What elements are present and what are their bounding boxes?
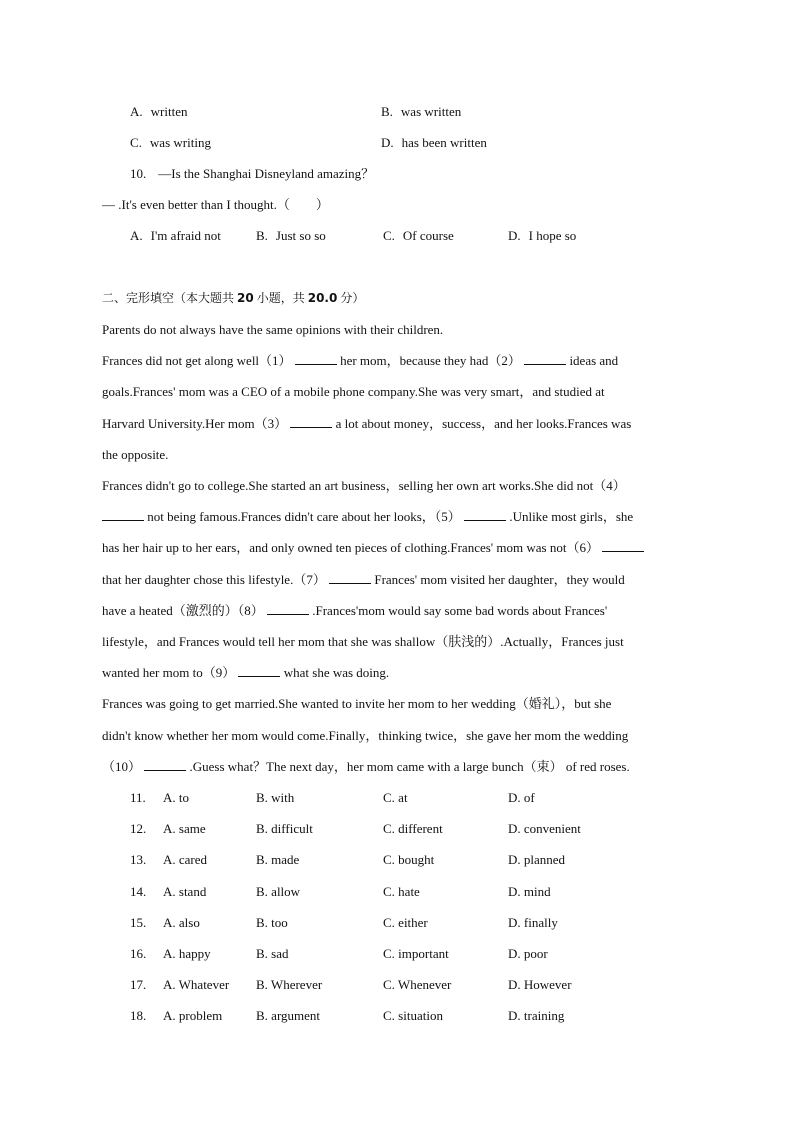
- passage-text: Harvard University.Her mom（3）: [102, 416, 288, 431]
- question-number: 15.: [130, 915, 147, 930]
- passage-line: [102, 509, 633, 525]
- option-c: C. different: [383, 821, 443, 836]
- question-number: 18.: [130, 1008, 147, 1023]
- passage-line: didn't know whether her mom would come.Finally，thinking twice，she gave her mom the wedding: [102, 728, 629, 743]
- option-label: C.: [130, 135, 142, 150]
- passage-line: lifestyle，and Frances would tell her mom that she was shallow（肤浅的）.Actually，Frances just: [102, 634, 624, 649]
- option-d: D. mind: [508, 884, 551, 899]
- option-c: C. hate: [383, 884, 420, 899]
- passage-line: [102, 759, 630, 775]
- passage-line: Frances didn't go to college.She started an art business，selling her own art works.She did not（4）: [102, 478, 626, 493]
- question-row: [0, 977, 794, 993]
- blank-3: [290, 416, 332, 428]
- option-text: Of course: [402, 228, 454, 243]
- q10-option-c: [383, 228, 454, 244]
- question-row: [0, 821, 794, 837]
- question-row: [0, 915, 794, 931]
- option-b: B. too: [256, 915, 288, 930]
- passage-text: （10）: [102, 759, 142, 774]
- option-b: B. difficult: [256, 821, 313, 836]
- option-c: C. situation: [383, 1008, 443, 1023]
- passage-line: the opposite.: [102, 447, 169, 462]
- option-d: D. finally: [508, 915, 558, 930]
- option-a: A. to: [163, 790, 189, 805]
- q10-answer-line: — .It's even better than I thought.（ ）: [102, 197, 329, 212]
- option-a: A. same: [163, 821, 206, 836]
- blank-1: [295, 353, 337, 365]
- option-a: A. cared: [163, 852, 208, 867]
- passage-line: [102, 353, 618, 369]
- question-number: 12.: [130, 821, 147, 836]
- question-text: —Is the Shanghai Disneyland amazing？: [158, 166, 375, 181]
- passage-line: [102, 603, 607, 619]
- option-label: D.: [381, 135, 394, 150]
- section-title-mid: 小题，共: [256, 291, 305, 305]
- passage-text: .Guess what？The next day，her mom came with a large bunch（束） of red roses.: [189, 759, 630, 774]
- option-text: I hope so: [528, 228, 577, 243]
- option-b: B. allow: [256, 884, 301, 899]
- option-c: C. important: [383, 946, 449, 961]
- passage-line: Frances was going to get married.She wanted to invite her mom to her wedding（婚礼），but she: [102, 696, 612, 711]
- blank-6: [602, 540, 644, 552]
- option-text: was written: [400, 104, 462, 119]
- passage-line: [102, 416, 631, 432]
- q10-question: [130, 166, 374, 182]
- option-a: A. stand: [163, 884, 207, 899]
- passage-line: Parents do not always have the same opinions with their children.: [102, 322, 444, 337]
- option-text: I'm afraid not: [150, 228, 221, 243]
- question-row: [0, 1008, 794, 1024]
- passage-line: [102, 665, 389, 681]
- question-number: 10.: [130, 166, 147, 181]
- passage-text: what she was doing.: [283, 665, 390, 680]
- question-row: [0, 884, 794, 900]
- option-label: A.: [130, 228, 143, 243]
- option-text: was writing: [149, 135, 211, 150]
- question-number: 13.: [130, 852, 147, 867]
- passage-text: Frances did not get along well（1）: [102, 353, 292, 368]
- option-b: B. argument: [256, 1008, 321, 1023]
- option-d: D. of: [508, 790, 535, 805]
- option-a: A. Whatever: [163, 977, 230, 992]
- option-c: C. either: [383, 915, 428, 930]
- passage-text: have a heated（激烈的）（8）: [102, 603, 264, 618]
- option-c: C. bought: [383, 852, 435, 867]
- option-d: D. poor: [508, 946, 548, 961]
- option-b: B. sad: [256, 946, 289, 961]
- blank-2: [524, 353, 566, 365]
- option-label: A.: [130, 104, 143, 119]
- option-text: written: [150, 104, 188, 119]
- passage-text: .Frances'mom would say some bad words about Frances': [312, 603, 608, 618]
- blank-7: [329, 572, 371, 584]
- passage-text: has her hair up to her ears，and only owned ten pieces of clothing.Frances' mom was not（6）: [102, 540, 599, 555]
- passage-line: [102, 572, 625, 588]
- question-number: 16.: [130, 946, 147, 961]
- option-b: B. made: [256, 852, 300, 867]
- option-d: D. training: [508, 1008, 565, 1023]
- section-score: 20.0: [307, 291, 338, 305]
- option-a: A. problem: [163, 1008, 223, 1023]
- option-c: C. Whenever: [383, 977, 452, 992]
- blank-4: [102, 509, 144, 521]
- question-number: 11.: [130, 790, 146, 805]
- blank-5: [464, 509, 506, 521]
- passage-text: her mom，because they had（2）: [340, 353, 521, 368]
- section-question-count: 20: [237, 291, 254, 305]
- option-label: B.: [381, 104, 393, 119]
- passage-text: a lot about money，success，and her looks.Frances was: [335, 416, 632, 431]
- option-a: A. also: [163, 915, 200, 930]
- passage-text: ideas and: [569, 353, 619, 368]
- blank-10: [144, 759, 186, 771]
- option-label: B.: [256, 228, 268, 243]
- q10-option-a: [130, 228, 221, 244]
- option-c: C. at: [383, 790, 408, 805]
- option-d: D. convenient: [508, 821, 581, 836]
- blank-9: [238, 665, 280, 677]
- question-row: [0, 946, 794, 962]
- passage-text: wanted her mom to（9）: [102, 665, 236, 680]
- option-label: C.: [383, 228, 395, 243]
- option-text: has been written: [401, 135, 487, 150]
- passage-text: .Unlike most girls，she: [509, 509, 634, 524]
- question-row: [0, 790, 794, 806]
- option-label: D.: [508, 228, 521, 243]
- blank-8: [267, 603, 309, 615]
- section-title-suffix: 分）: [340, 291, 365, 305]
- option-d: D. planned: [508, 852, 566, 867]
- q10-option-d: [508, 228, 576, 244]
- option-a: A. happy: [163, 946, 211, 961]
- section-title: [102, 290, 364, 306]
- question-number: 14.: [130, 884, 147, 899]
- q9-option-c: [130, 135, 211, 151]
- passage-line: [102, 540, 644, 556]
- section-title-prefix: 二、完形填空（本大题共: [102, 291, 235, 305]
- option-d: D. However: [508, 977, 572, 992]
- option-b: B. with: [256, 790, 295, 805]
- passage-line: goals.Frances' mom was a CEO of a mobile phone company.She was very smart，and studied at: [102, 384, 605, 399]
- question-number: 17.: [130, 977, 147, 992]
- passage-text: that her daughter chose this lifestyle.（7）: [102, 572, 326, 587]
- passage-text: not being famous.Frances didn't care about her looks，（5）: [147, 509, 461, 524]
- q9-option-a: [130, 104, 187, 120]
- q9-option-d: [381, 135, 487, 151]
- passage-text: Frances' mom visited her daughter，they would: [374, 572, 625, 587]
- option-text: Just so so: [275, 228, 326, 243]
- q10-option-b: [256, 228, 326, 244]
- option-b: B. Wherever: [256, 977, 323, 992]
- question-row: [0, 852, 794, 868]
- q9-option-b: [381, 104, 461, 120]
